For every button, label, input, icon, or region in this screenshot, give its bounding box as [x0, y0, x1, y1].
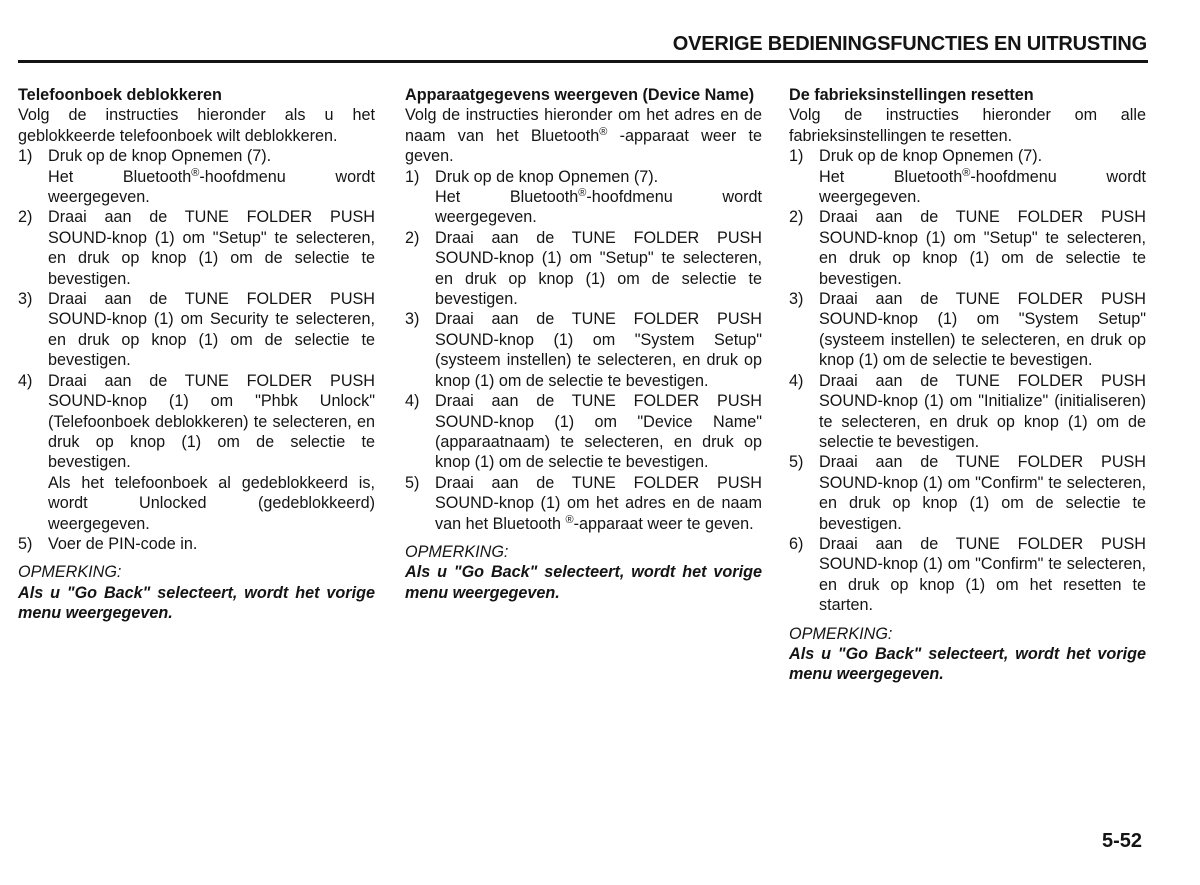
note-label: OPMERKING:: [18, 563, 122, 582]
step-text-main: Draai aan de TUNE FOLDER PUSH SOUND-knop (1) om "Setup" te selecteren, en druk op knop (1) om de selectie te bevestigen.: [435, 228, 762, 309]
column-device-name: [405, 85, 762, 603]
step-text: [435, 167, 762, 228]
step-text-main: Draai aan de TUNE FOLDER PUSH SOUND-knop (1) om het adres en de naam van het Bluetooth: [435, 473, 762, 533]
step-body: [48, 371, 375, 534]
step-number: 5): [18, 534, 33, 553]
column-phonebook-unlock: [18, 85, 375, 624]
step-body: [435, 473, 762, 534]
step-number: 5): [789, 453, 804, 472]
step-text-main: Draai aan de TUNE FOLDER PUSH SOUND-knop (1) om "Setup" te selecteren, en druk op knop (1) om de selectie te bevestigen.: [48, 208, 375, 288]
step-body: [819, 452, 1146, 534]
step-number: 4): [405, 392, 420, 411]
step-item: [789, 534, 1146, 616]
step-list: [405, 167, 762, 534]
note-label: OPMERKING:: [789, 624, 893, 643]
step-text: [435, 391, 762, 473]
step-text-main: Draai aan de TUNE FOLDER PUSH SOUND-knop (1) om "Confirm" te selecteren, en druk op knop (1) om het resetten te starten.: [819, 534, 1146, 615]
page-number: 5-52: [1101, 830, 1142, 852]
step-number: 6): [789, 534, 804, 553]
column-intro: Volg de instructies hieronder als u het geblokkeerde telefoonboek wilt deblokkeren.: [18, 106, 375, 145]
step-text: [48, 371, 375, 473]
step-item: [18, 146, 375, 207]
intro-text-end: -apparaat weer te geven.: [405, 126, 762, 166]
step-text: [819, 452, 1146, 534]
step-text-main: Druk op de knop Opnemen (7).: [435, 167, 659, 186]
intro-text: Volg de instructies hieronder om het adres en de naam van het Bluetooth: [405, 106, 762, 145]
step-text: [819, 371, 1146, 453]
step-text-main: Draai aan de TUNE FOLDER PUSH SOUND-knop (1) om "Confirm" te selecteren, en druk op knop (1) om de selectie te bevestigen.: [819, 453, 1146, 533]
step-text: [48, 289, 375, 371]
step-text-main: Draai aan de TUNE FOLDER PUSH SOUND-knop (1) om "Initialize" (initialiseren) te selecteren, en druk op knop (1) om de selectie te bevestigen.: [819, 371, 1146, 451]
column-intro: [405, 105, 762, 166]
step-text-mid: Het Bluetooth: [819, 167, 963, 186]
step-item: [18, 534, 375, 554]
step-text-main: Draai aan de TUNE FOLDER PUSH SOUND-knop (1) om "Setup" te selecteren, en druk op knop (1) om de selectie te bevestigen.: [819, 208, 1146, 288]
step-item: [405, 309, 762, 391]
step-list: [18, 146, 375, 554]
step-number: 2): [18, 208, 33, 227]
step-number: 3): [405, 310, 420, 329]
step-number: 5): [405, 473, 420, 492]
column-intro: Volg de instructies hieronder om alle fabrieksinstellingen te resetten.: [789, 106, 1146, 145]
step-text: [819, 207, 1146, 289]
step-list: [789, 146, 1146, 615]
step-item: [789, 289, 1146, 371]
step-text-main: Voer de PIN-code in.: [48, 534, 198, 553]
step-body: [48, 534, 375, 554]
registered-mark: ®: [962, 166, 971, 179]
step-body: [435, 391, 762, 473]
registered-mark: ®: [191, 166, 200, 179]
step-text-main: Draai aan de TUNE FOLDER PUSH SOUND-knop (1) om "Phbk Unlock" (Telefoonboek deblokkeren) te selecteren, en druk op knop (1) om de selectie te bevestigen.: [48, 371, 375, 472]
step-body: [435, 309, 762, 391]
step-number: 1): [18, 147, 33, 166]
step-text-main: Draai aan de TUNE FOLDER PUSH SOUND-knop (1) om "System Setup" (systeem instellen) te selecteren, en druk op knop (1) om de selectie te bevestigen.: [819, 290, 1146, 370]
step-item: [405, 391, 762, 473]
step-item: [405, 167, 762, 228]
step-text-end: -hoofdmenu wordt weergegeven.: [819, 167, 1146, 207]
step-text-mid: Het Bluetooth: [48, 167, 192, 186]
step-text-main: Druk op de knop Opnemen (7).: [819, 147, 1043, 166]
step-text: [435, 309, 762, 391]
column-title: De fabrieksinstellingen resetten: [789, 86, 1034, 104]
step-text: [48, 146, 375, 207]
step-text: [435, 228, 762, 310]
step-body: [819, 146, 1146, 207]
step-text: [819, 289, 1146, 371]
step-body: [819, 289, 1146, 371]
step-item: [18, 289, 375, 371]
step-item: [18, 207, 375, 289]
step-body: [48, 289, 375, 371]
column-title: Telefoonboek deblokkeren: [18, 86, 222, 104]
step-body: [435, 228, 762, 310]
note-text: Als u "Go Back" selecteert, wordt het vorige menu weergegeven.: [789, 644, 1146, 684]
step-item: [789, 146, 1146, 207]
step-number: 3): [18, 290, 33, 309]
registered-mark: ®: [578, 187, 587, 200]
step-body: [819, 207, 1146, 289]
step-text: [435, 473, 762, 534]
note-text: Als u "Go Back" selecteert, wordt het vorige menu weergegeven.: [18, 583, 375, 623]
step-text-main: Draai aan de TUNE FOLDER PUSH SOUND-knop (1) om "System Setup" (systeem instellen) te selecteren, en druk op knop (1) om de selectie te bevestigen.: [435, 310, 762, 390]
step-body: [48, 146, 375, 207]
step-body: [819, 534, 1146, 616]
registered-mark: ®: [565, 513, 574, 526]
step-number: 4): [18, 371, 33, 390]
note-label: OPMERKING:: [405, 542, 509, 561]
step-text: [819, 146, 1146, 207]
header-rule: [18, 60, 1148, 63]
step-item: [789, 452, 1146, 534]
step-item: [18, 371, 375, 534]
step-text-main: Draai aan de TUNE FOLDER PUSH SOUND-knop (1) om "Device Name" (apparaatnaam) te selecteren, en druk op knop (1) om de selectie te bevestigen.: [435, 392, 762, 472]
step-text-main: Draai aan de TUNE FOLDER PUSH SOUND-knop (1) om Security te selecteren, en druk op knop (1) om de selectie te bevestigen.: [48, 290, 375, 370]
registered-mark: ®: [599, 125, 608, 138]
step-item: [789, 207, 1146, 289]
step-item: [789, 371, 1146, 453]
step-text-main: Druk op de knop Opnemen (7).: [48, 147, 272, 166]
step-text-mid: Het Bluetooth: [435, 188, 579, 207]
step-text-end: -apparaat weer te geven.: [573, 514, 754, 533]
step-number: 4): [789, 371, 804, 390]
section-header-title: OVERIGE BEDIENINGSFUNCTIES EN UITRUSTING: [672, 33, 1147, 55]
step-text: [819, 534, 1146, 616]
step-body: [819, 371, 1146, 453]
step-number: 1): [405, 167, 420, 186]
step-item: [405, 228, 762, 310]
step-text: [48, 207, 375, 289]
step-number: 2): [789, 208, 804, 227]
step-text: [48, 473, 375, 534]
step-text-end: -hoofdmenu wordt weergegeven.: [48, 167, 375, 207]
step-item: [405, 473, 762, 534]
step-text-end: -hoofdmenu wordt weergegeven.: [435, 188, 762, 227]
step-number: 3): [789, 290, 804, 309]
step-text-main: Als het telefoonboek al gedeblokkeerd is, wordt Unlocked (gedeblokkeerd) weergegeven.: [48, 473, 375, 533]
step-body: [435, 167, 762, 228]
column-title: Apparaatgegevens weergeven (Device Name): [405, 86, 755, 104]
step-text: [48, 534, 375, 554]
note-text: Als u "Go Back" selecteert, wordt het vorige menu weergegeven.: [405, 563, 762, 602]
step-number: 2): [405, 228, 420, 247]
step-body: [48, 207, 375, 289]
step-number: 1): [789, 147, 804, 166]
column-factory-reset: [789, 85, 1146, 685]
